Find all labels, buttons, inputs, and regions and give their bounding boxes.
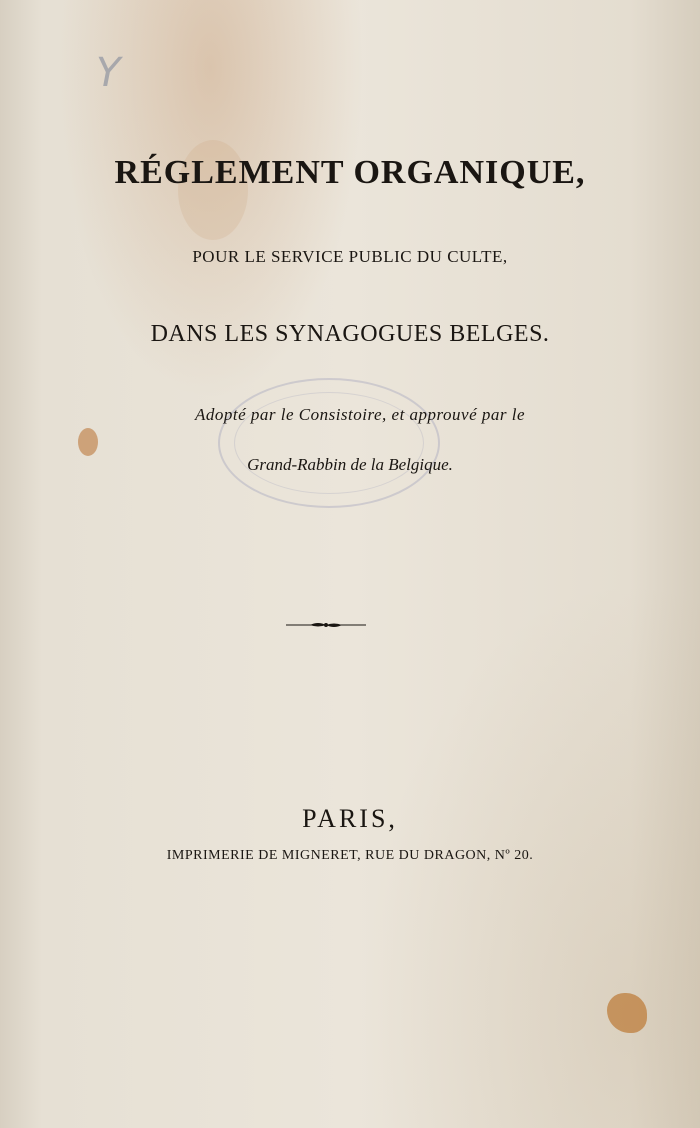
library-stamp — [218, 378, 440, 508]
ornament-rule — [284, 618, 368, 632]
stain — [78, 428, 98, 456]
imprint-place: PARIS, — [302, 804, 398, 833]
stain — [607, 993, 647, 1033]
page-title: RÉGLEMENT ORGANIQUE, — [114, 154, 586, 191]
adoption-line-2: Grand-Rabbin de la Belgique. — [247, 455, 453, 474]
heading: DANS LES SYNAGOGUES BELGES. — [150, 321, 550, 347]
printer-line: IMPRIMERIE DE MIGNERET, RUE DU DRAGON, Nº 20. — [166, 848, 534, 863]
adoption-line-1: Adopté par le Consistoire, et approuvé par le — [194, 405, 526, 424]
subtitle: POUR LE SERVICE PUBLIC DU CULTE, — [192, 247, 508, 266]
pencil-mark: Y — [96, 50, 121, 96]
